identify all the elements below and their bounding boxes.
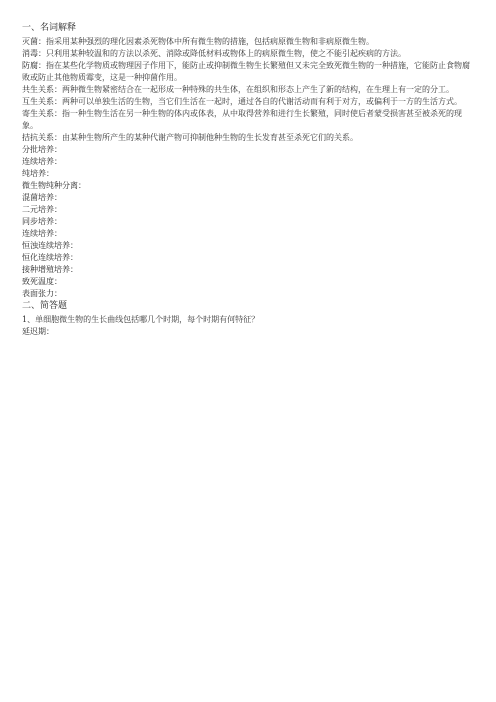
entry-paragraph	[22, 36, 474, 48]
entry-definition: 只利用某种较温和的方法以杀死、消除或降低材料或物体上的病原微生物，使之不能引起疾病的方法。	[46, 49, 406, 58]
entry-term: 恒化连续培养：	[22, 253, 78, 262]
entry-paragraph	[22, 156, 474, 168]
entry-paragraph	[22, 180, 474, 192]
entry-term: 延迟期：	[22, 327, 54, 336]
entry-paragraph	[22, 228, 474, 240]
entry-definition: 指采用某种强烈的理化因素杀死物体中所有微生物的措施，包括病原微生物和非病原微生物。	[46, 37, 374, 46]
entry-definition: 两种微生物紧密结合在一起形成一种特殊的共生体，在组织和形态上产生了新的结构，在生理上有一定的分工。	[62, 85, 454, 94]
entry-term: 防腐：	[22, 61, 46, 70]
entry-definition: 两种可以单独生活的生物，当它们生活在一起时，通过各自的代谢活动而有利于对方，或偏利于一方的生活方式。	[62, 97, 462, 106]
entry-paragraph	[22, 132, 474, 144]
entry-paragraph	[22, 252, 474, 264]
entry-term: 拮抗关系：	[22, 133, 62, 142]
entry-term: 混菌培养：	[22, 193, 62, 202]
section-definitions	[22, 22, 474, 300]
entry-term: 同步培养：	[22, 217, 62, 226]
entry-term: 连续培养：	[22, 229, 62, 238]
entry-definition: 指在某些化学物质或物理因子作用下，能防止或抑制微生物生长繁殖但又未完全致死微生物的一种措施，它能防止食物腐败或防止其他物质霉变，这是一种抑菌作用。	[22, 61, 470, 82]
entry-paragraph	[22, 48, 474, 60]
entry-paragraph	[22, 84, 474, 96]
entry-paragraph	[22, 108, 474, 132]
entry-term: 共生关系：	[22, 85, 62, 94]
entry-term: 接种增殖培养：	[22, 265, 78, 274]
entry-paragraph	[22, 216, 474, 228]
entry-paragraph	[22, 314, 474, 326]
entry-paragraph	[22, 60, 474, 84]
entry-definition: 指一种生物生活在另一种生物的体内或体表，从中取得营养和进行生长繁殖，同时使后者蒙受损害甚至被杀死的现象。	[22, 109, 462, 130]
section-short-answers	[22, 300, 474, 338]
entry-term: 致死温度：	[22, 277, 62, 286]
entry-paragraph	[22, 96, 474, 108]
entry-term: 分批培养：	[22, 145, 62, 154]
section-heading: 二、简答题	[22, 301, 68, 311]
entry-paragraph	[22, 192, 474, 204]
entry-term: 灭菌：	[22, 37, 46, 46]
entry-term: 表面张力：	[22, 289, 62, 298]
entry-paragraph	[22, 276, 474, 288]
entry-definition: 1、单细胞微生物的生长曲线包括哪几个时期，每个时期有何特征？	[22, 315, 260, 324]
entry-paragraph	[22, 204, 474, 216]
entry-paragraph	[22, 288, 474, 300]
entry-term: 连续培养：	[22, 157, 62, 166]
entry-term: 寄生关系：	[22, 109, 62, 118]
entry-paragraph	[22, 168, 474, 180]
entry-term: 恒浊连续培养：	[22, 241, 78, 250]
entry-paragraph	[22, 326, 474, 338]
entry-paragraph	[22, 264, 474, 276]
section-heading: 一、名词解释	[22, 23, 77, 33]
entry-paragraph	[22, 144, 474, 156]
entry-definition: 由某种生物所产生的某种代谢产物可抑制他种生物的生长发育甚至杀死它们的关系。	[62, 133, 358, 142]
entry-term: 纯培养：	[22, 169, 54, 178]
entry-term: 互生关系：	[22, 97, 62, 106]
entry-paragraph	[22, 240, 474, 252]
entry-term: 二元培养：	[22, 205, 62, 214]
entry-term: 消毒：	[22, 49, 46, 58]
entry-term: 微生物纯种分离：	[22, 181, 86, 190]
